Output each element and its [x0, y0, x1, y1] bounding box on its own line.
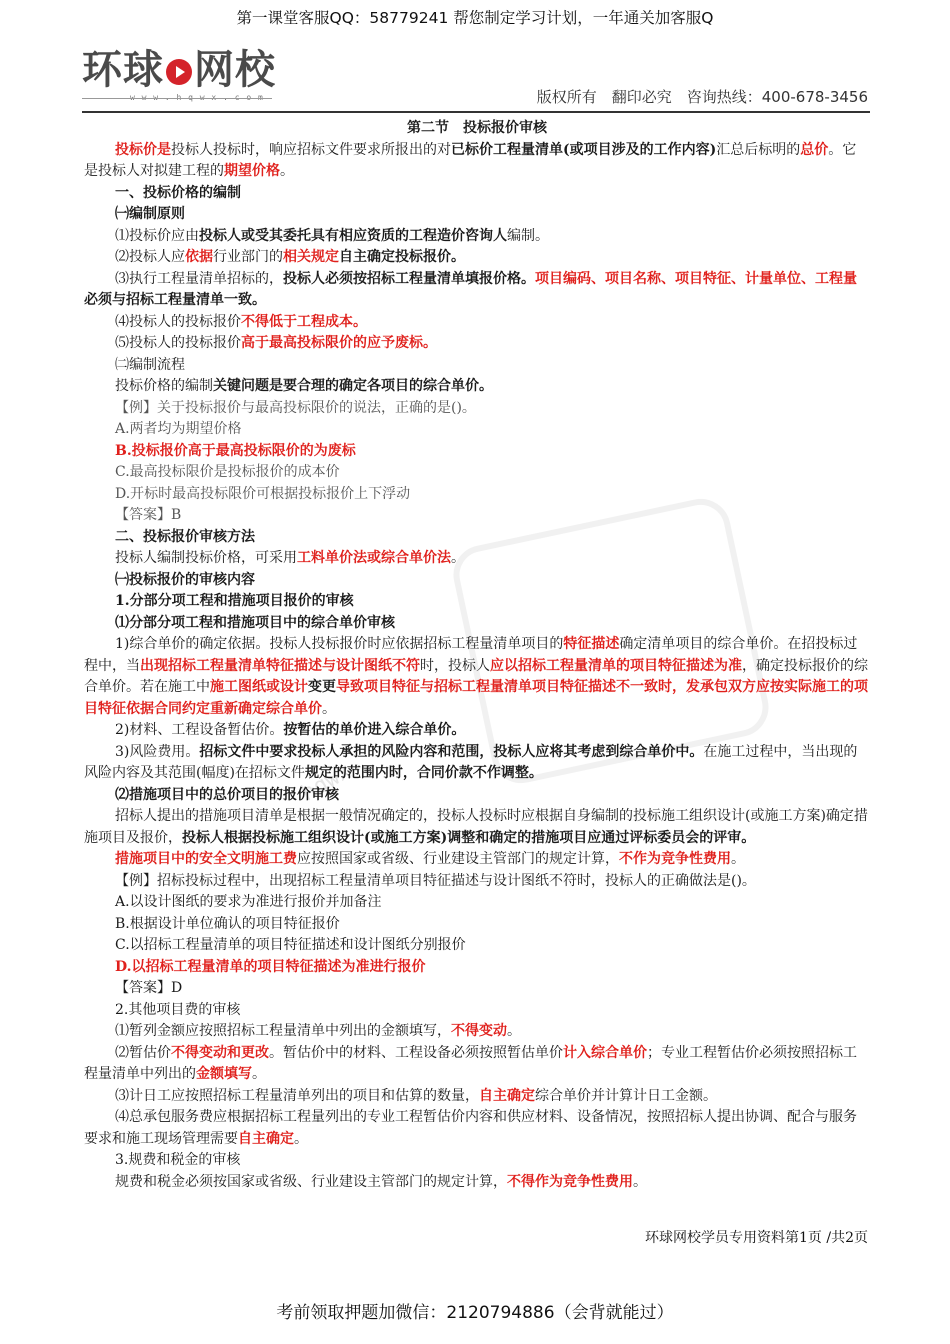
example-question: 【例】关于投标报价与最高投标限价的说法，正确的是()。 [115, 399, 476, 416]
logo-text-left: 环球 [82, 47, 164, 93]
subheading-review-content: ㈠投标报价的审核内容 [115, 571, 255, 588]
document-body [84, 118, 870, 1193]
example2-option-b: B.根据设计单位确认的项目特征报价 [115, 915, 340, 932]
example2-option-d: D.以招标工程量清单的项目特征描述为准进行报价 [115, 958, 426, 975]
item-1-heading: 1.分部分项工程和措施项目报价的审核 [115, 593, 354, 609]
principle-3: ⑶执行工程量清单招标的，投标人必须按招标工程量清单填报价格。项目编码、项目名称、项目特征、计量单位、工程量必须与招标工程量清单一致。 [84, 270, 857, 308]
heading-pricing: 一、投标价格的编制 [115, 184, 241, 201]
example2-question: 【例】招标投标过程中，出现招标工程量清单项目特征描述与设计图纸不符时，投标人的正确做法是()。 [115, 872, 756, 889]
principle-5: ⑸投标人的投标报价高于最高投标限价的应予废标。 [115, 335, 437, 351]
item-1b-heading: ⑵措施项目中的总价项目的报价审核 [115, 786, 339, 803]
example-answer: 【答案】B [115, 507, 182, 523]
item-2-heading: 2.其他项目费的审核 [115, 1001, 241, 1018]
other-fee-1: ⑴暂列金额应按照招标工程量清单中列出的金额填写，不得变动。 [115, 1023, 521, 1039]
intro-paragraph: 投标价是投标人投标时，响应招标文件要求所报出的对已标价工程量清单(或项目涉及的工作内容)汇总后标明的总价。它是投标人对拟建工程的期望价格。 [84, 141, 857, 179]
subheading-principles: ㈠编制原则 [115, 206, 185, 222]
item-1a-heading: ⑴分部分项工程和措施项目中的综合单价审核 [115, 614, 395, 631]
bottom-banner: 考前领取押题加微信：2120794886（会背就能过） [276, 1303, 674, 1323]
logo [82, 38, 276, 95]
example-option-a: A.两者均为期望价格 [115, 421, 242, 437]
principle-2: ⑵投标人应依据行业部门的相关规定自主确定投标报价。 [115, 249, 465, 265]
example2-answer: 【答案】D [115, 980, 183, 996]
review-method-text: 投标人编制投标价格，可采用工料单价法或综合单价法。 [115, 550, 465, 566]
watermark-url: hqwx [297, 758, 356, 807]
copyright-hotline: 版权所有 翻印必究 咨询热线：400-678-3456 [536, 88, 868, 106]
page-number: 环球网校学员专用资料第1页 /共2页 [645, 1230, 868, 1246]
provisional-material-price: 2)材料、工程设备暂估价。按暂估的单价进入综合单价。 [115, 722, 466, 738]
process-text: 投标价格的编制关键问题是要合理的确定各项目的综合单价。 [115, 378, 493, 394]
risk-cost: 3)风险费用。招标文件中要求投标人承担的风险内容和范围，投标人应将其考虑到综合单价中。在施工过程中，当出现的风险内容及其范围(幅度)在招标文件规定的范围内时，合同价款不作调整。 [84, 743, 858, 781]
other-fee-2: ⑵暂估价不得变动和更改。暂估价中的材料、工程设备必须按照暂估单价计入综合单价；专业工程暂估价必须按照招标工程量清单中列出的金额填写。 [84, 1044, 857, 1082]
example-option-b: B.投标报价高于最高投标限价的为废标 [115, 442, 356, 459]
tax-fee-text: 规费和税金必须按国家或省级、行业建设主管部门的规定计算，不得作为竞争性费用。 [115, 1173, 647, 1190]
example2-option-a: A.以设计图纸的要求为准进行报价并加备注 [115, 894, 382, 910]
other-fee-4: ⑷总承包服务费应根据招标工程量列出的专业工程暂估价内容和供应材料、设备情况，按照招标人提出协调、配合与服务要求和施工现场管理需要自主确定。 [84, 1109, 857, 1147]
logo-text-right: 网校 [194, 47, 276, 93]
play-icon [166, 59, 192, 85]
other-fee-3: ⑶计日工应按照招标工程量清单列出的项目和估算的数量，自主确定综合单价并计算计日工金额。 [115, 1087, 717, 1104]
example-option-d: D.开标时最高投标限价可根据投标报价上下浮动 [115, 485, 411, 502]
top-banner: 第一课堂客服QQ：58779241 帮您制定学习计划，一年通关加客服Q [236, 9, 714, 27]
section-title: 第二节 投标报价审核 [407, 120, 547, 136]
unit-price-basis: 1)综合单价的确定依据。投标人投标报价时应依据招标工程量清单项目的特征描述确定清单项目的综合单价。在招投标过程中，当出现招标工程量清单特征描述与设计图纸不符时，投标人应以招标工程量清单的项目特征描述为准，确定投标报价的综合单价。若在施工中施工图纸或设计变更导致项目特征与招标工程量清单项目特征描述不一致时，发承包双方应按实际施工的项目特征依据合同约定重新确定综合单价。 [84, 636, 868, 717]
logo-underline [82, 98, 272, 99]
item-3-heading: 3.规费和税金的审核 [115, 1152, 241, 1168]
subheading-process: ㈡编制流程 [115, 356, 185, 373]
example-option-c: C.最高投标限价是投标报价的成本价 [115, 464, 340, 480]
example2-option-c: C.以招标工程量清单的项目特征描述和设计图纸分别报价 [115, 937, 466, 953]
principle-1: ⑴投标价应由投标人或受其委托具有相应资质的工程造价咨询人编制。 [115, 227, 549, 244]
safety-fee-text: 措施项目中的安全文明施工费应按照国家或省级、行业建设主管部门的规定计算，不作为竞争性费用。 [115, 851, 745, 867]
header-divider [82, 111, 870, 113]
measures-text: 招标人提出的措施项目清单是根据一般情况确定的，投标人投标时应根据自身编制的投标施工组织设计(或施工方案)确定措施项目及报价，投标人根据投标施工组织设计(或施工方案)调整和确定的措施项目应通过评标委员会的评审。 [84, 808, 868, 846]
heading-review-method: 二、投标报价审核方法 [115, 528, 255, 545]
principle-4: ⑷投标人的投标报价不得低于工程成本。 [115, 313, 367, 330]
